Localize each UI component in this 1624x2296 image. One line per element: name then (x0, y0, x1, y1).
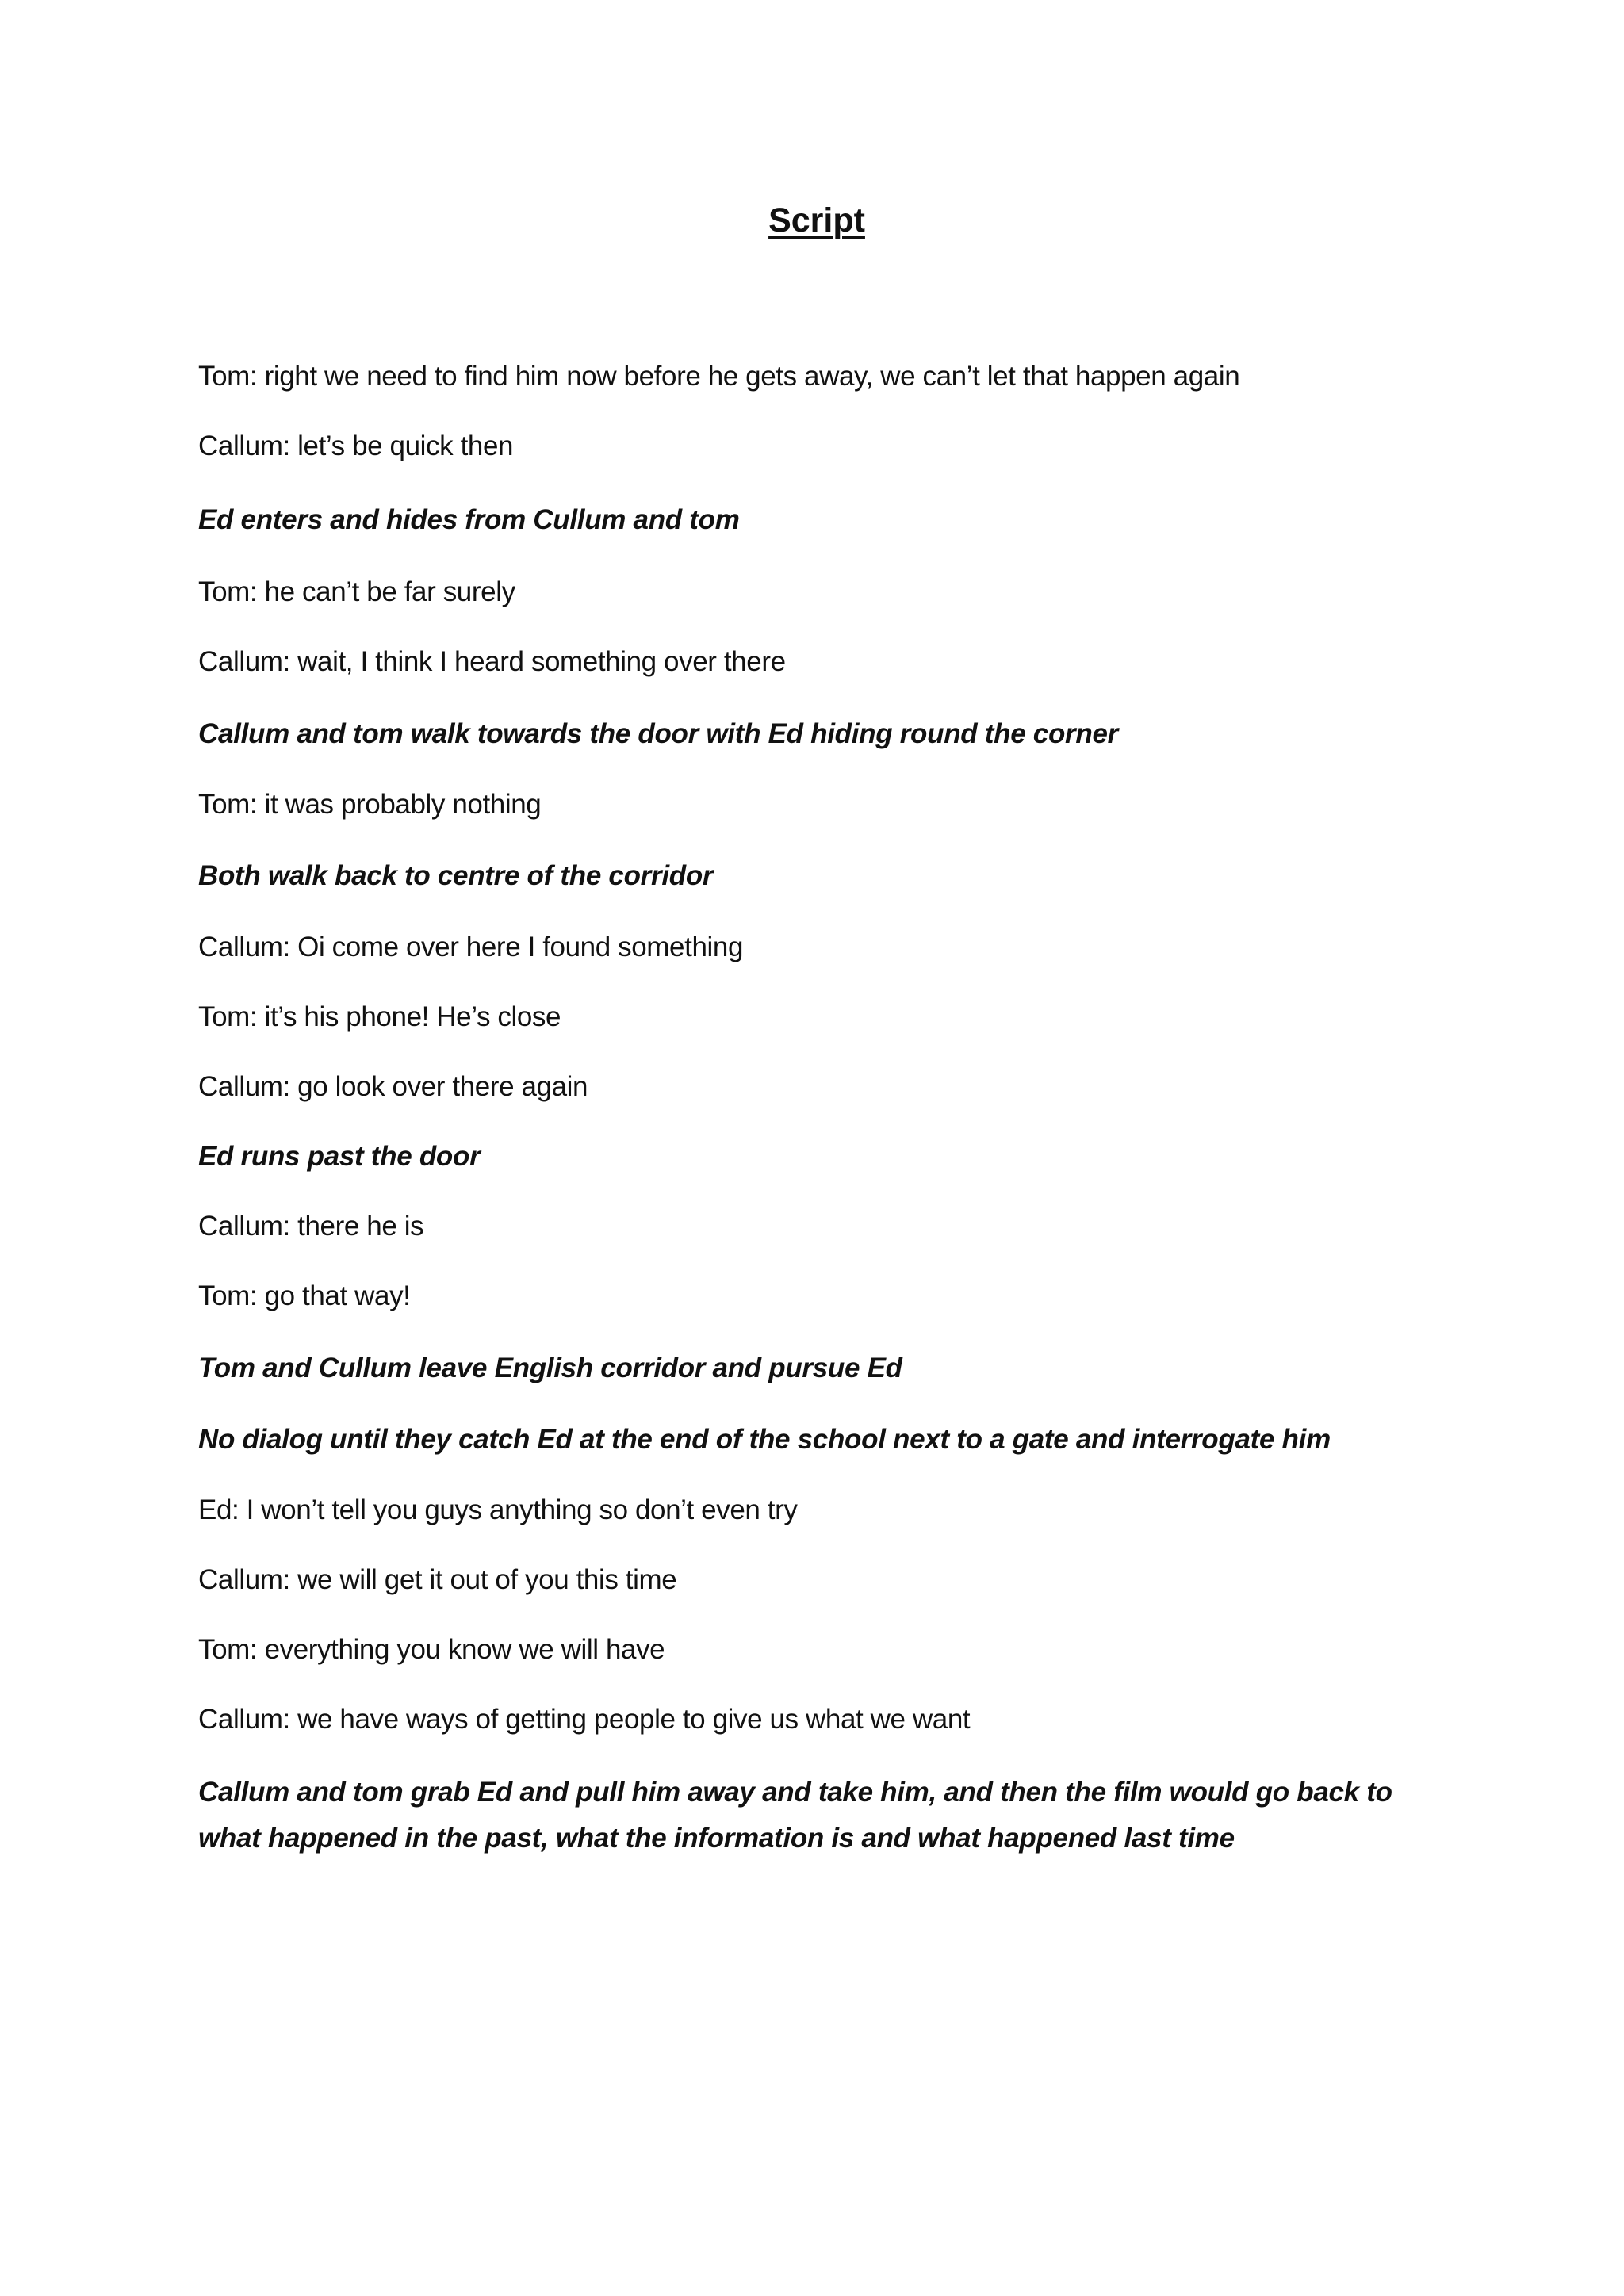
page-title: Script (768, 201, 865, 239)
stage-direction: No dialog until they catch Ed at the end of the school next to a gate and interrogate him (198, 1424, 1331, 1455)
script-line: Tom: go that way! (198, 1280, 411, 1311)
script-line: Ed: I won’t tell you guys anything so don’t even try (198, 1494, 798, 1525)
script-line: Tom: everything you know we will have (198, 1634, 665, 1665)
script-line: Tom: he can’t be far surely (198, 576, 515, 607)
script-line: Callum: wait, I think I heard something over there (198, 646, 786, 677)
script-line: Tom: it was probably nothing (198, 789, 542, 820)
stage-direction: Callum and tom walk towards the door with Ed hiding round the corner (198, 718, 1118, 749)
stage-direction: Both walk back to centre of the corridor (198, 860, 714, 891)
stage-direction: Ed enters and hides from Cullum and tom (198, 504, 740, 535)
script-line: Callum: there he is (198, 1211, 424, 1242)
script-line: Tom: it’s his phone! He’s close (198, 1001, 561, 1032)
stage-direction: Tom and Cullum leave English corridor and pursue Ed (198, 1353, 902, 1383)
stage-direction: Callum and tom grab Ed and pull him away and take him, and then the film would go back to what happened in the past, what the information is and what happened last time (198, 1777, 1392, 1854)
script-line: Callum: we have ways of getting people to give us what we want (198, 1704, 971, 1735)
script-line: Callum: we will get it out of you this time (198, 1564, 677, 1595)
stage-direction: Ed runs past the door (198, 1141, 481, 1172)
script-line: Callum: Oi come over here I found something (198, 932, 744, 962)
script-line: Callum: go look over there again (198, 1071, 588, 1102)
script-line: Tom: right we need to find him now before he gets away, we can’t let that happen again (198, 361, 1240, 392)
script-line: Callum: let’s be quick then (198, 430, 514, 461)
